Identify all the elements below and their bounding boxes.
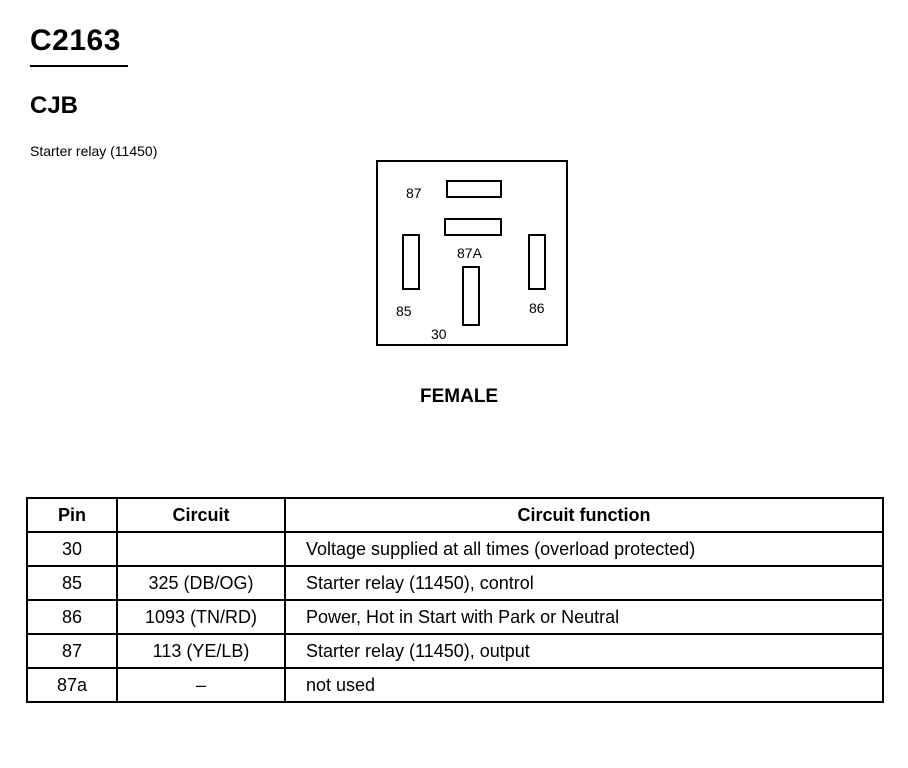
table-row <box>27 634 883 668</box>
connector-description: Starter relay (11450) <box>30 143 158 159</box>
pin-label-85: 85 <box>396 303 412 319</box>
slot-85 <box>402 234 420 290</box>
table-header-row <box>27 498 883 532</box>
cell-pin: 86 <box>27 600 117 634</box>
pin-label-30: 30 <box>431 326 447 342</box>
slot-87 <box>446 180 502 198</box>
connector-id: C2163 <box>30 24 121 57</box>
cell-circuit: 325 (DB/OG) <box>117 566 285 600</box>
header-pin: Pin <box>27 498 117 532</box>
pin-label-87: 87 <box>406 185 422 201</box>
cell-function: Voltage supplied at all times (overload protected) <box>285 532 883 566</box>
cell-pin: 30 <box>27 532 117 566</box>
cell-circuit: 113 (YE/LB) <box>117 634 285 668</box>
table-row <box>27 668 883 702</box>
pin-label-86: 86 <box>529 300 545 316</box>
cell-function: Power, Hot in Start with Park or Neutral <box>285 600 883 634</box>
cell-pin: 87a <box>27 668 117 702</box>
table-row <box>27 532 883 566</box>
table-row <box>27 600 883 634</box>
pin-label-87a: 87A <box>457 245 482 261</box>
relay-connector-face <box>376 160 568 346</box>
cell-function: Starter relay (11450), output <box>285 634 883 668</box>
cell-circuit: 1093 (TN/RD) <box>117 600 285 634</box>
title-underline <box>30 65 128 67</box>
cell-circuit <box>117 532 285 566</box>
cell-function: not used <box>285 668 883 702</box>
slot-30 <box>462 266 480 326</box>
table-row <box>27 566 883 600</box>
slot-86 <box>528 234 546 290</box>
header-circuit-function: Circuit function <box>285 498 883 532</box>
cell-pin: 87 <box>27 634 117 668</box>
cell-function: Starter relay (11450), control <box>285 566 883 600</box>
cell-pin: 85 <box>27 566 117 600</box>
cell-circuit: – <box>117 668 285 702</box>
pin-table <box>26 497 884 703</box>
connector-view-label: FEMALE <box>420 386 499 407</box>
connector-location: CJB <box>30 92 79 119</box>
slot-87a <box>444 218 502 236</box>
header-circuit: Circuit <box>117 498 285 532</box>
